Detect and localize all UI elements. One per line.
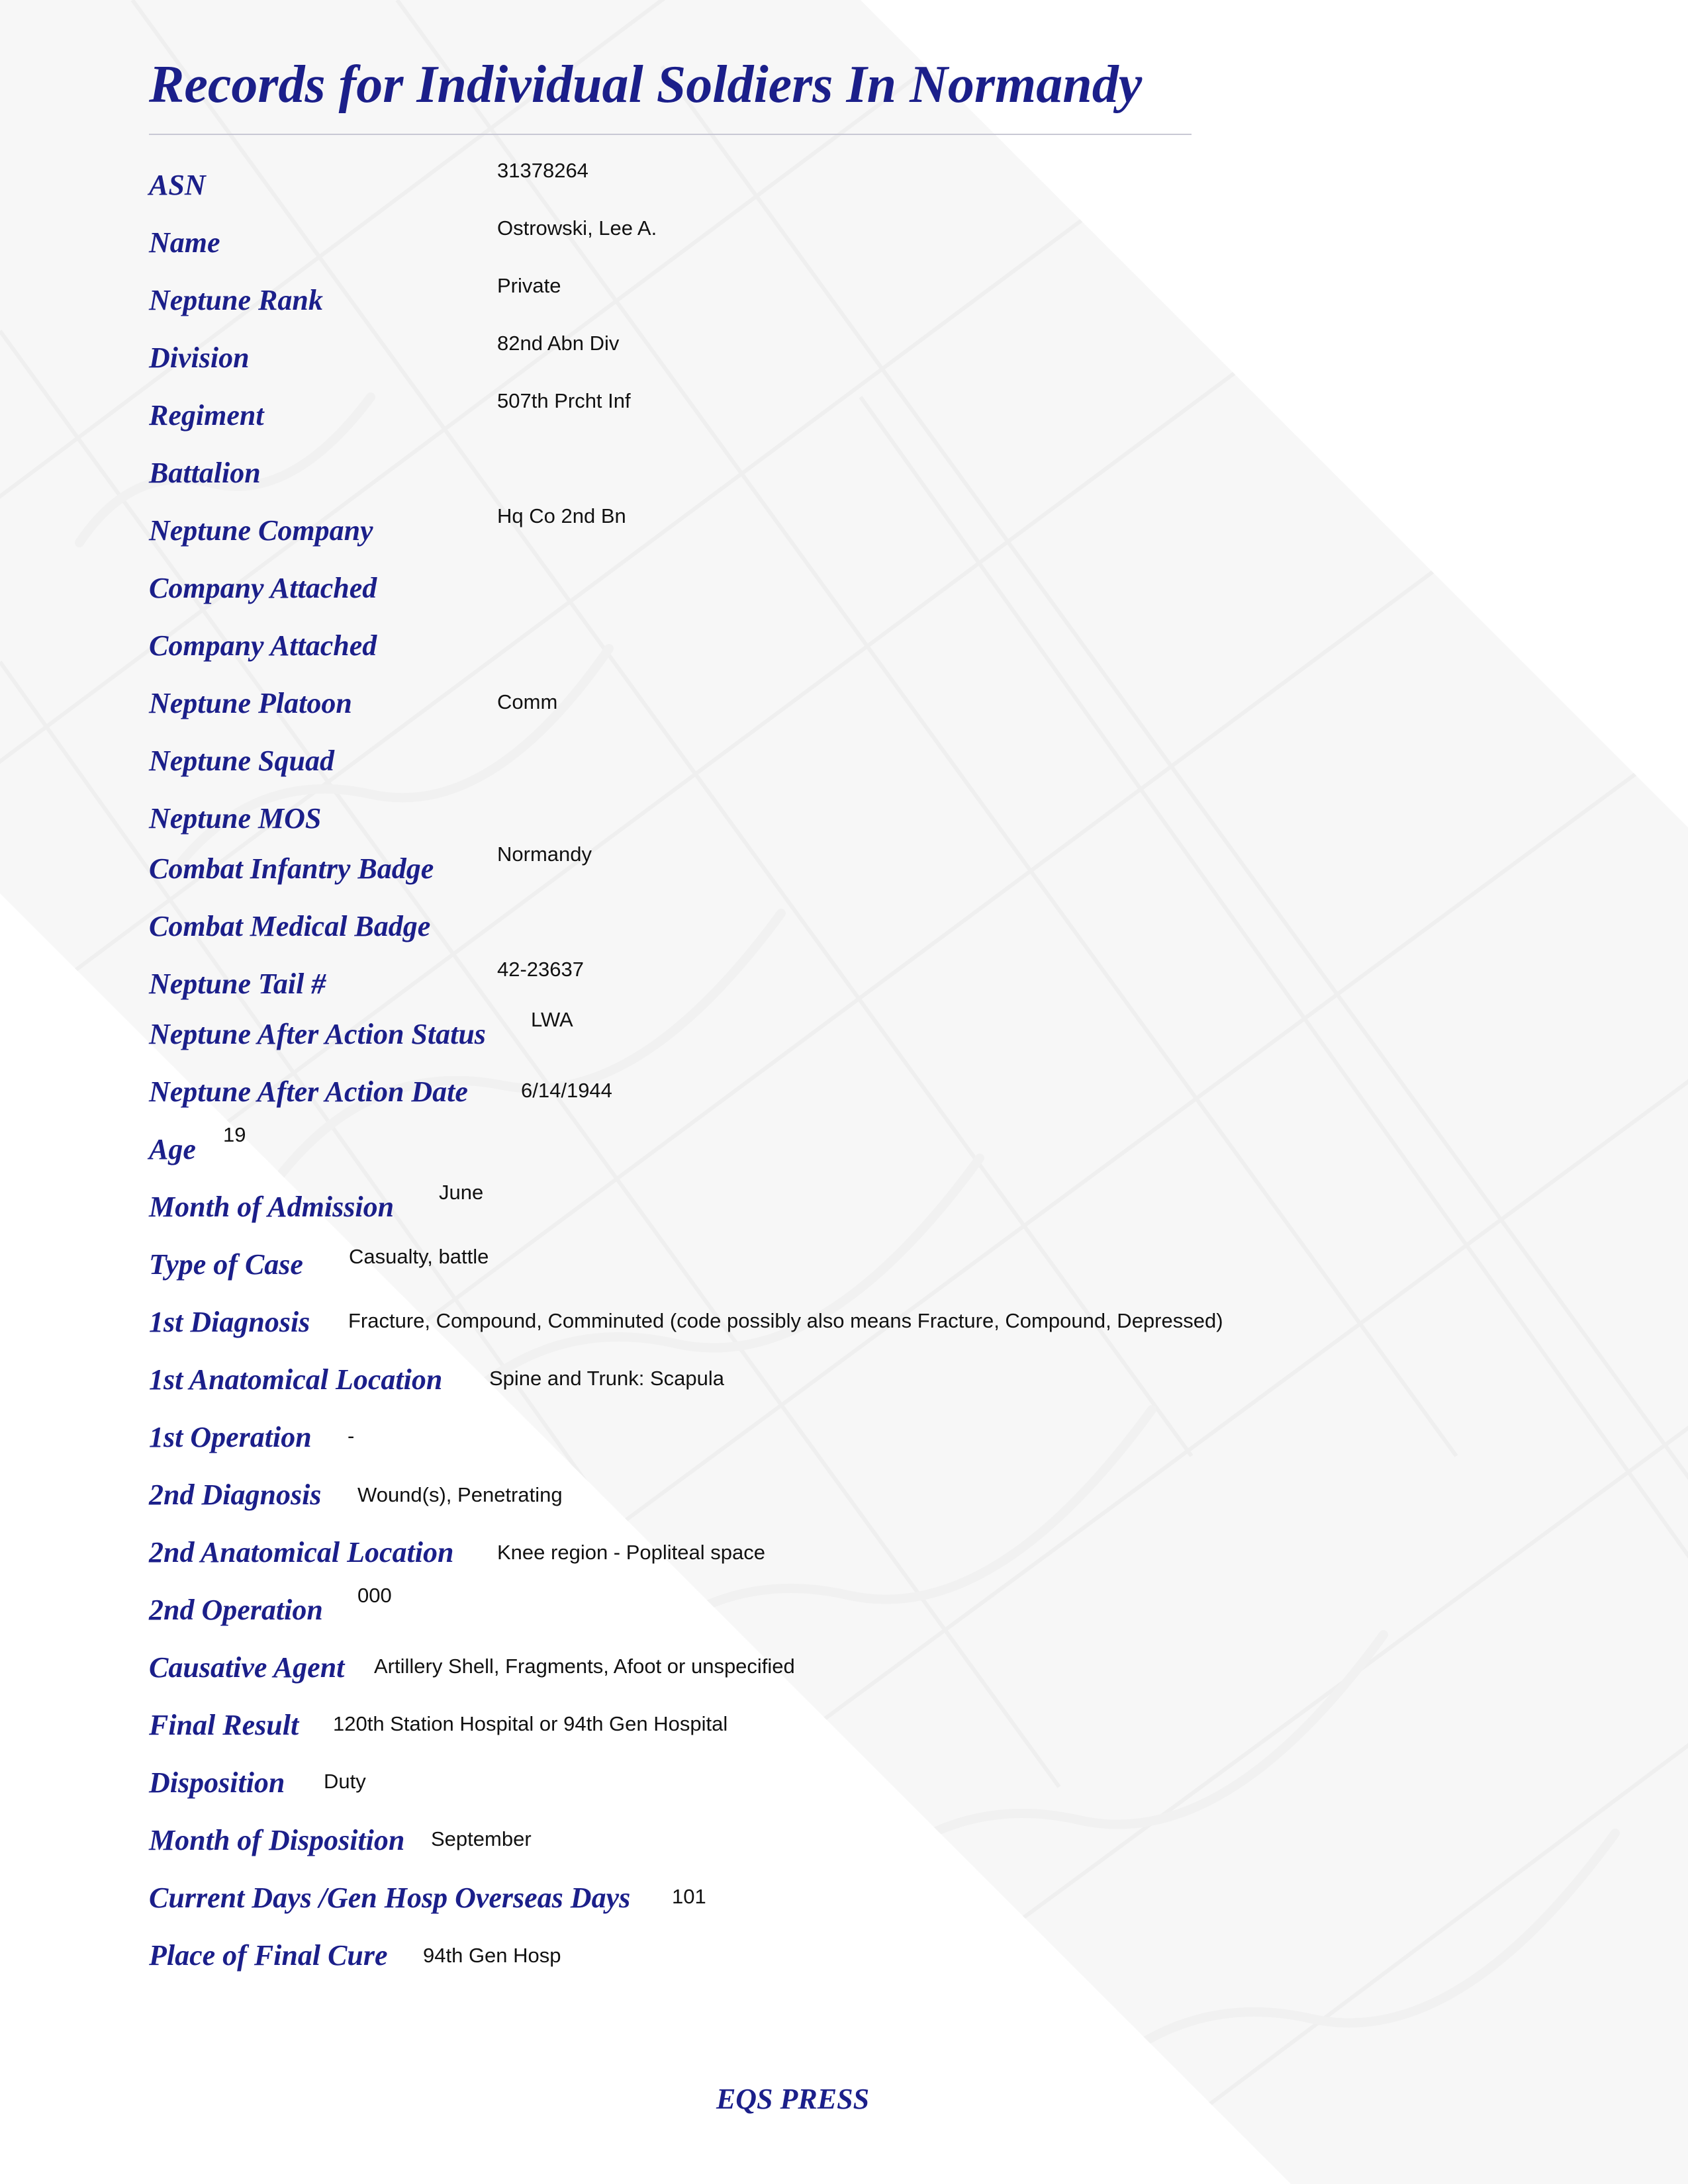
field-value: Normandy [497, 842, 592, 866]
field-label: 1st Anatomical Location [149, 1363, 443, 1396]
field-value: LWA [531, 1008, 573, 1031]
field-value: Fracture, Compound, Comminuted (code possibly also means Fracture, Compound, Depressed) [348, 1309, 1223, 1332]
field-value: Comm [497, 690, 558, 713]
field-value: 94th Gen Hosp [423, 1944, 561, 1967]
field-label: Company Attached [149, 629, 377, 662]
field-label: Type of Case [149, 1248, 303, 1281]
field-value: Artillery Shell, Fragments, Afoot or unspecified [374, 1655, 795, 1678]
field-value: 42-23637 [497, 958, 585, 981]
field-value: Ostrowski, Lee A. [497, 216, 657, 240]
field-label: 2nd Diagnosis [149, 1479, 322, 1511]
field-label: Month of Admission [149, 1191, 395, 1223]
field-value: September [431, 1827, 532, 1850]
field-label: Month of Disposition [149, 1824, 405, 1856]
field-label: Neptune Squad [149, 745, 334, 777]
field-label: Battalion [149, 457, 261, 489]
field-label: 1st Operation [149, 1421, 312, 1453]
field-label: Neptune Tail # [149, 968, 326, 1000]
field-label: Neptune After Action Date [149, 1075, 468, 1108]
field-label: ASN [149, 169, 206, 201]
field-value: 6/14/1944 [521, 1079, 612, 1102]
title-divider [149, 134, 1192, 135]
field-value: 000 [357, 1584, 392, 1607]
field-label: Age [149, 1133, 196, 1165]
field-label: Causative Agent [149, 1651, 345, 1684]
field-value: Casualty, battle [349, 1245, 489, 1268]
field-label: 1st Diagnosis [149, 1306, 310, 1338]
field-label: Combat Medical Badge [149, 910, 431, 942]
field-value: - [348, 1424, 355, 1447]
publisher-footer: EQS PRESS [716, 2083, 870, 2115]
field-value: 507th Prcht Inf [497, 389, 631, 412]
field-label: Final Result [149, 1709, 299, 1741]
field-value: Knee region - Popliteal space [497, 1541, 765, 1564]
field-label: Company Attached [149, 572, 377, 604]
field-value: June [439, 1181, 484, 1204]
field-value: Duty [324, 1770, 366, 1793]
field-label: Neptune Rank [149, 284, 323, 316]
field-value: Private [497, 274, 561, 297]
field-value: 101 [672, 1885, 706, 1908]
field-value: 82nd Abn Div [497, 332, 620, 355]
field-label: Regiment [149, 399, 264, 432]
field-label: Neptune After Action Status [149, 1018, 486, 1050]
field-label: Place of Final Cure [149, 1939, 388, 1972]
field-label: Current Days /Gen Hosp Overseas Days [149, 1882, 631, 1914]
field-value: 19 [223, 1123, 246, 1146]
field-value: 31378264 [497, 159, 588, 182]
field-label: Neptune Company [149, 514, 373, 547]
field-value: Spine and Trunk: Scapula [489, 1367, 725, 1390]
field-label: Disposition [149, 1766, 285, 1799]
field-label: Division [149, 341, 250, 374]
field-value: Hq Co 2nd Bn [497, 504, 626, 527]
field-label: 2nd Anatomical Location [149, 1536, 454, 1569]
field-label: Combat Infantry Badge [149, 852, 434, 885]
field-value: Wound(s), Penetrating [357, 1483, 563, 1506]
page-title: Records for Individual Soldiers In Normandy [149, 56, 1143, 114]
field-label: Neptune Platoon [149, 687, 352, 719]
field-label: 2nd Operation [149, 1594, 323, 1626]
field-label: Neptune MOS [149, 802, 322, 835]
field-value: 120th Station Hospital or 94th Gen Hospital [333, 1712, 728, 1735]
field-label: Name [149, 226, 220, 259]
